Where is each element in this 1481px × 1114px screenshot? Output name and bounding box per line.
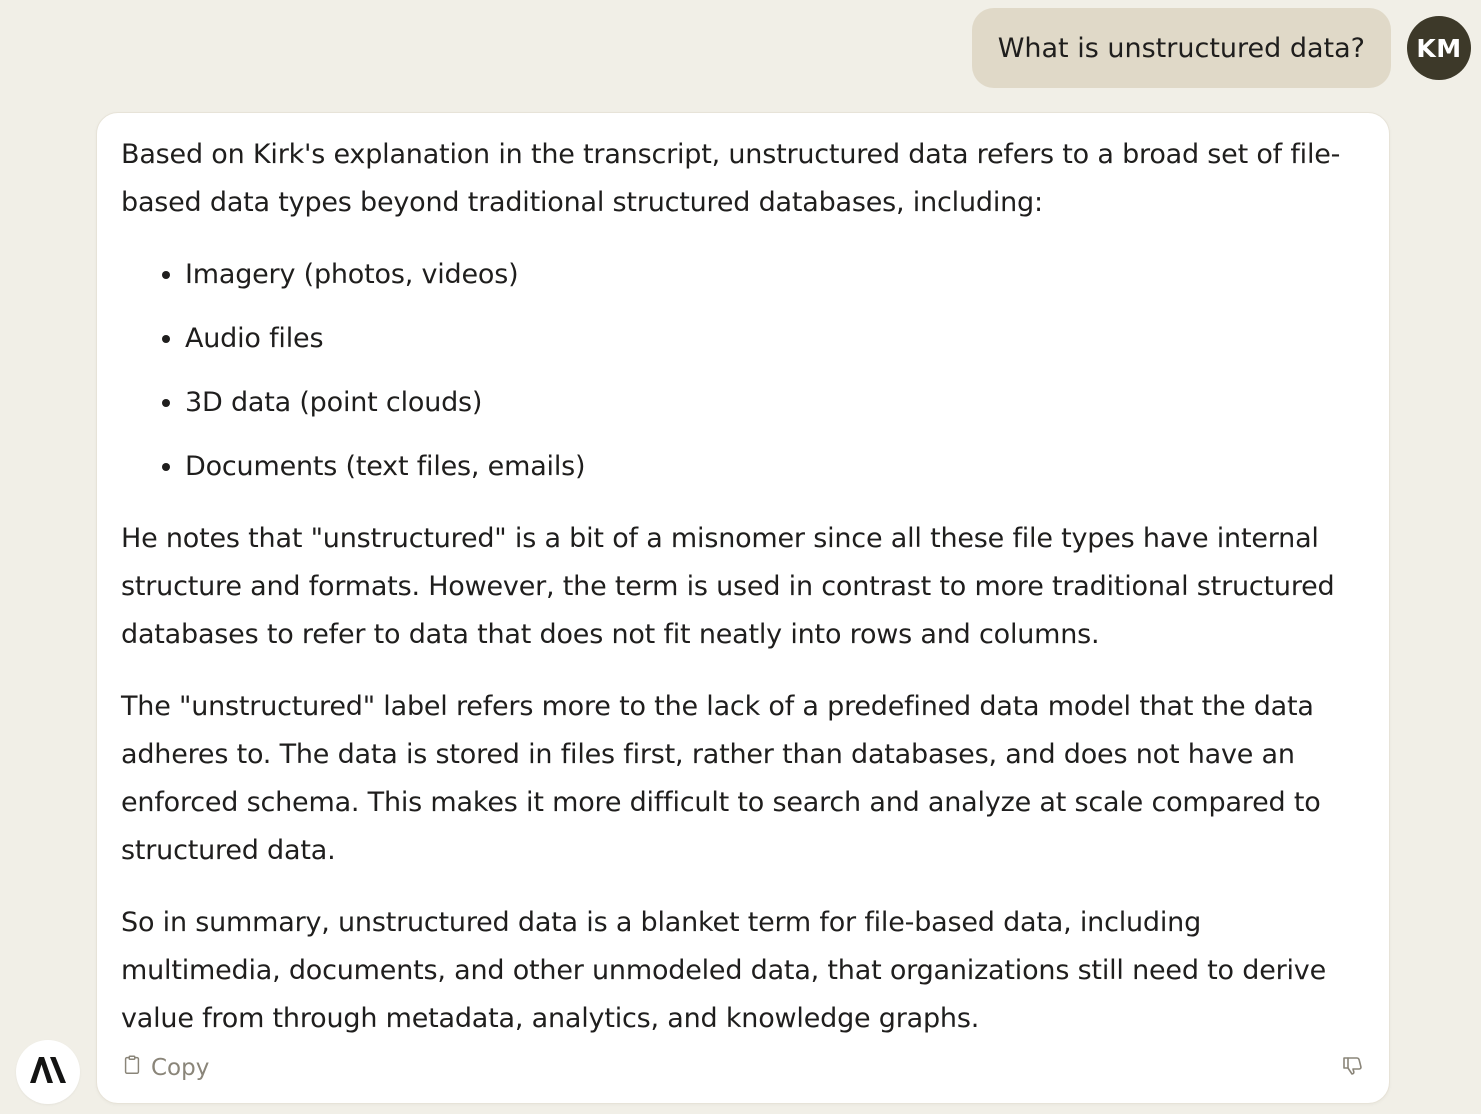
user-message-row xyxy=(972,8,1471,88)
assistant-reply-card xyxy=(96,112,1390,1104)
copy-label: Copy xyxy=(151,1055,210,1081)
anthropic-logo-icon xyxy=(28,1055,68,1089)
thumbs-down-icon xyxy=(1341,1054,1365,1082)
reply-actions xyxy=(121,1051,1365,1085)
reply-list-item: • Audio files xyxy=(185,315,1365,363)
reply-list-item: • Imagery (photos, videos) xyxy=(185,251,1365,299)
reply-list xyxy=(121,251,1365,491)
user-message-text: What is unstructured data? xyxy=(997,32,1365,64)
reply-intro: Based on Kirk's explanation in the transcript, unstructured data refers to a broad set of file-based data types beyond traditional structured databases, including: xyxy=(121,139,1341,218)
reply-paragraph-1: He notes that "unstructured" is a bit of a misnomer since all these file types have internal structure and formats. However, the term is used in contrast to more traditional structured databases to refer to data that does not fit neatly into rows and columns. xyxy=(121,523,1335,650)
reply-list-item: • Documents (text files, emails) xyxy=(185,443,1365,491)
clipboard-icon xyxy=(121,1054,143,1082)
user-avatar[interactable] xyxy=(1407,16,1471,80)
reply-paragraph-3: So in summary, unstructured data is a blanket term for file-based data, including multimedia, documents, and other unmodeled data, that organizations still need to derive value from through metadata, analytics, and knowledge graphs. xyxy=(121,907,1326,1034)
avatar-initials: KM xyxy=(1416,33,1462,63)
reply-list-item: • 3D data (point clouds) xyxy=(185,379,1365,427)
user-message-bubble xyxy=(972,8,1391,88)
assistant-reply-body xyxy=(121,131,1365,1043)
copy-button[interactable] xyxy=(121,1054,209,1082)
thumbs-down-button[interactable] xyxy=(1341,1054,1365,1082)
reply-paragraph-2: The "unstructured" label refers more to the lack of a predefined data model that the data adheres to. The data is stored in files first, rather than databases, and does not have an enforced schema. This makes it more difficult to search and analyze at scale compared to structured data. xyxy=(121,691,1321,866)
assistant-logo xyxy=(16,1040,80,1104)
